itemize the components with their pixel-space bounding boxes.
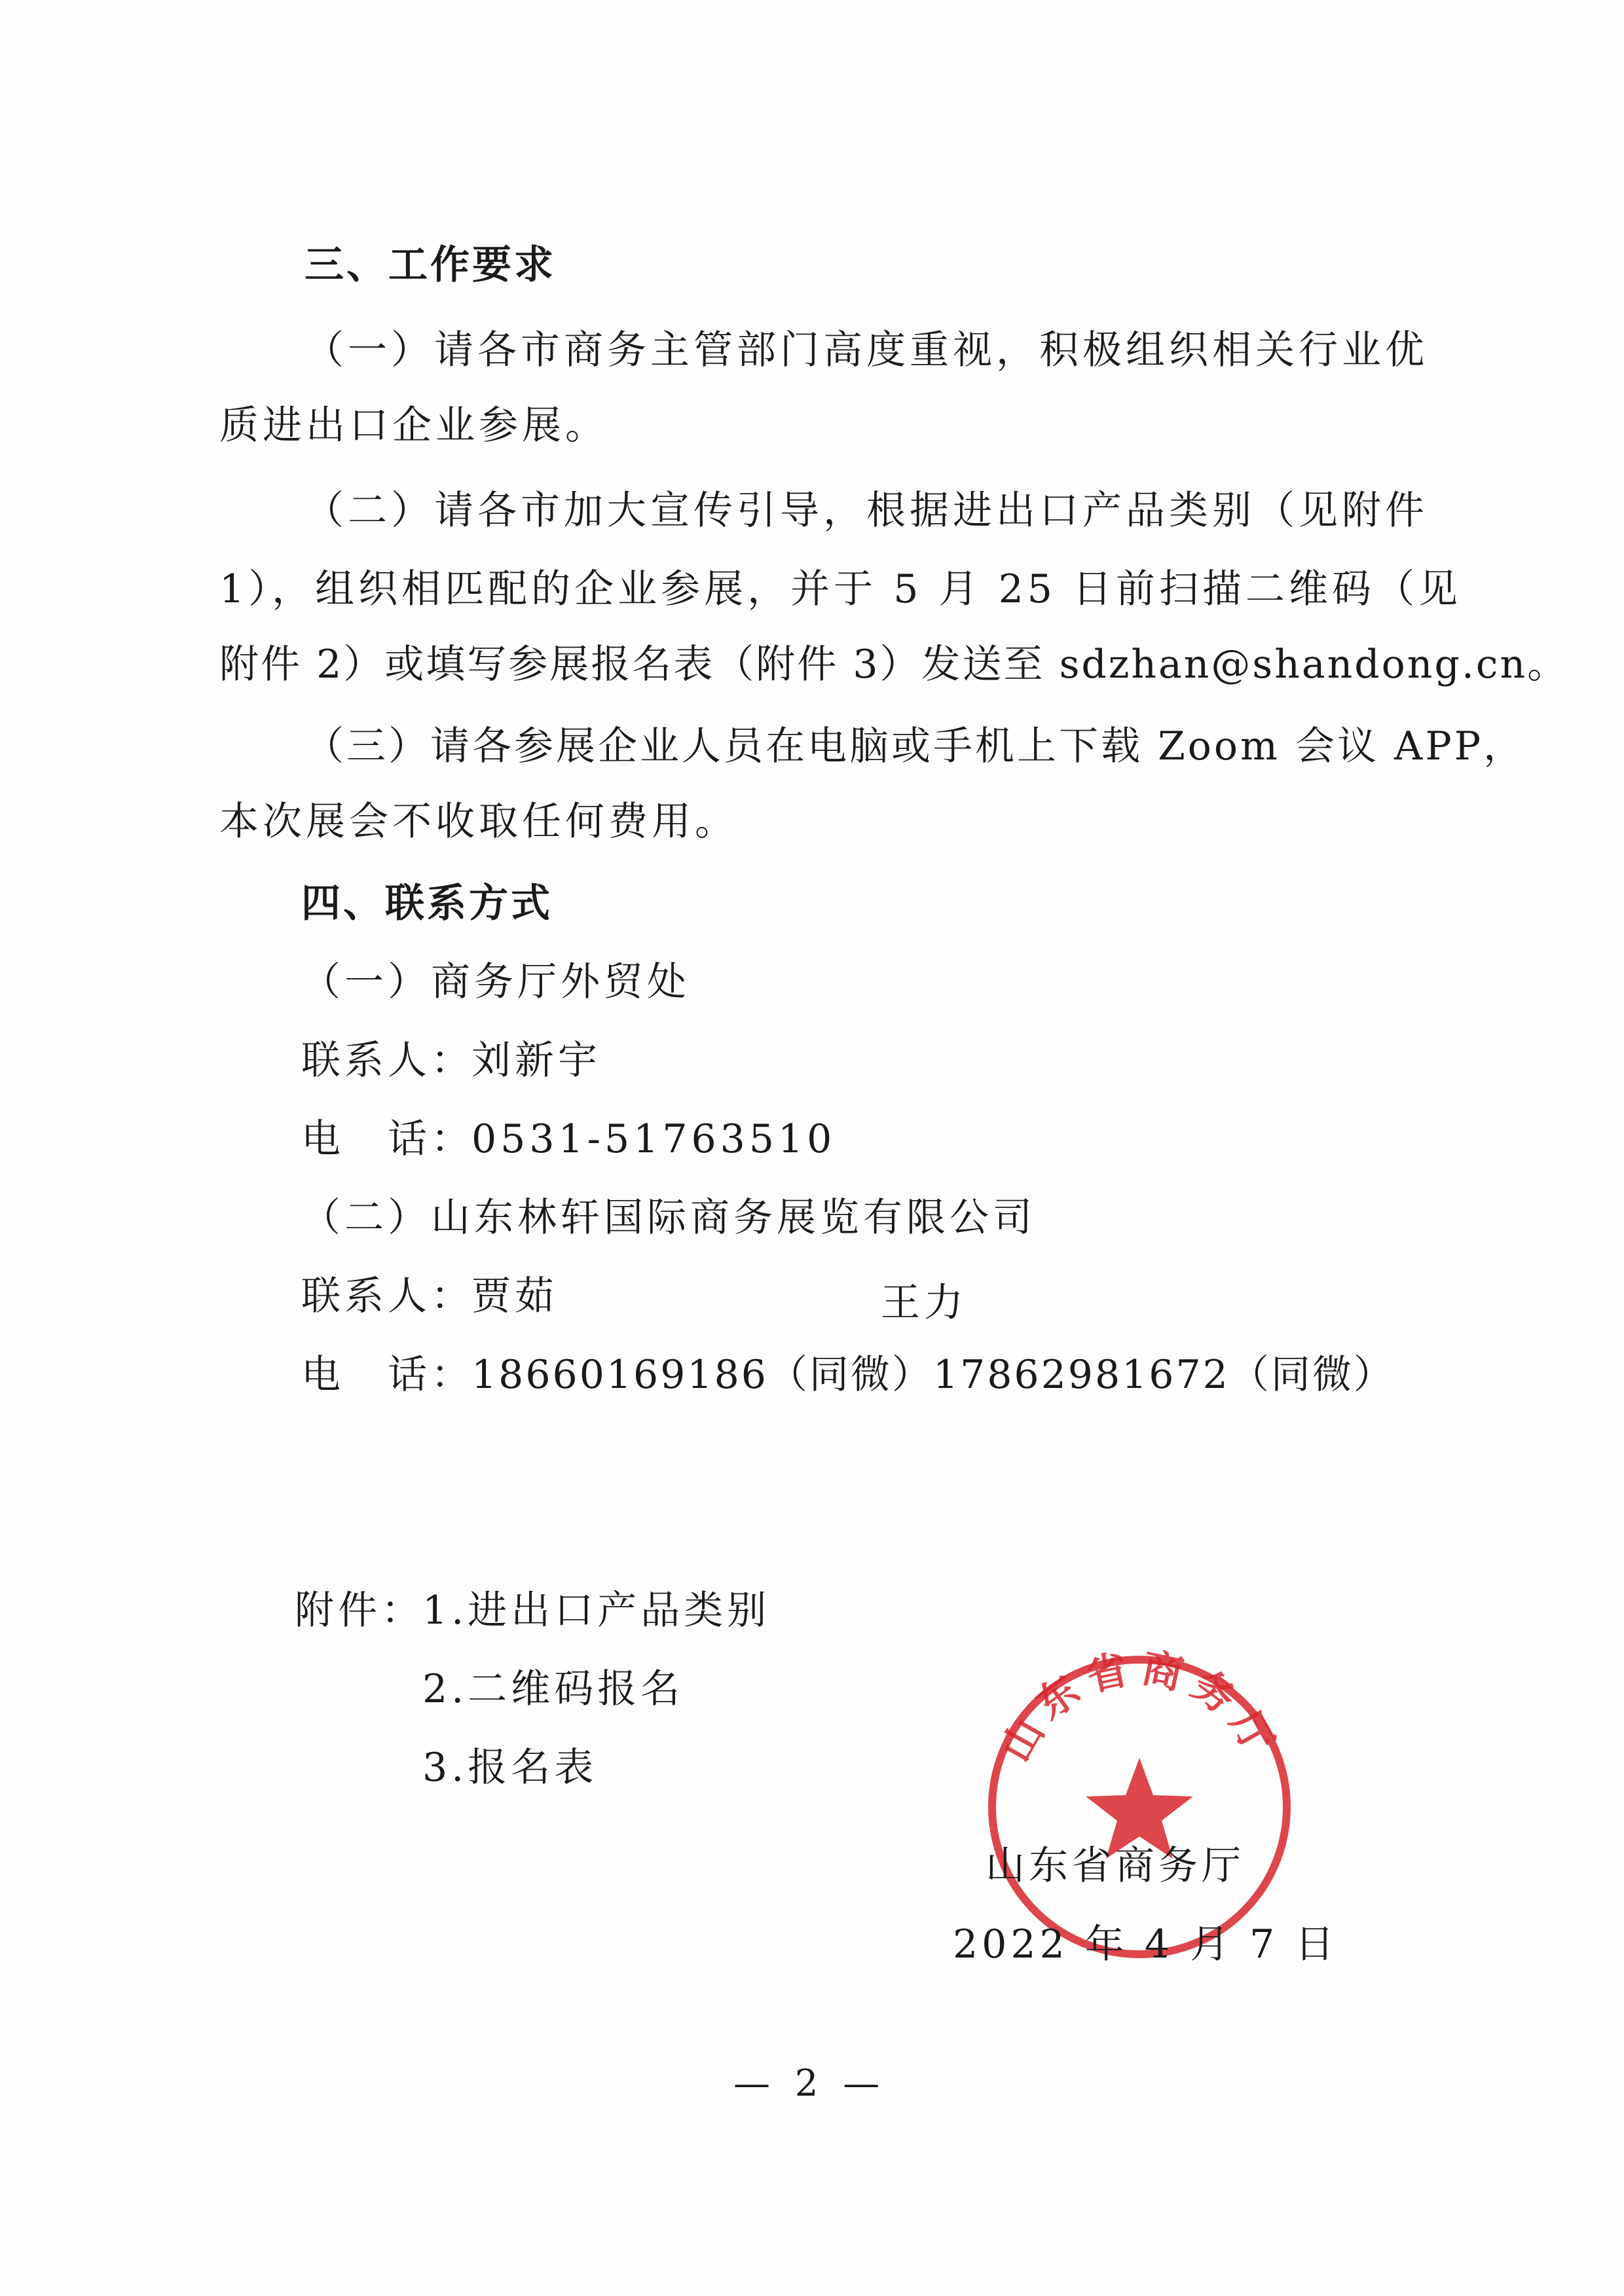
phone-1: 0531-51763510	[471, 1116, 836, 1162]
phone-1-label: 电 话：	[301, 1116, 474, 1162]
signature-date: 2022 年 4 月 7 日	[953, 1922, 1338, 1967]
contact-1-label: 联系人：	[301, 1038, 474, 1084]
section-3-paragraph-2-line-3: 附件 2）或填写参展报名表（附件 3）发送至 sdzhan@shandong.cn。	[219, 642, 1569, 687]
signature-org: 山东省商务厅	[986, 1843, 1245, 1889]
phone-2-label: 电 话：	[301, 1352, 474, 1398]
contact-org-1: （一）商务厅外贸处	[301, 959, 690, 1005]
section-3-paragraph-3-line-2: 本次展会不收取任何费用。	[219, 799, 738, 845]
section-3-heading: 三、工作要求	[304, 242, 556, 288]
contact-1-name: 刘新宇	[471, 1038, 601, 1084]
attachment-item: 1.进出口产品类别	[422, 1588, 771, 1633]
section-3-paragraph-1-line-1: （一）请各市商务主管部门高度重视，积极组织相关行业优	[304, 327, 1428, 373]
section-4-heading: 四、联系方式	[301, 881, 553, 926]
phone-2: 18660169186（同微）17862981672（同微）	[471, 1352, 1395, 1398]
section-3-paragraph-3-line-1: （三）请各参展企业人员在电脑或手机上下载 Zoom 会议 APP，	[304, 723, 1526, 769]
svg-text:山东省商务厅: 山东省商务厅	[991, 1643, 1287, 1770]
attachment-item: 2.二维码报名	[422, 1666, 684, 1712]
section-3-paragraph-2-line-2: 1），组织相匹配的企业参展，并于 5 月 25 日前扫描二维码（见	[219, 566, 1462, 612]
contact-2-name-a: 贾茹	[471, 1273, 558, 1319]
attachment-item: 3.报名表	[422, 1745, 598, 1791]
contact-2-label: 联系人：	[301, 1273, 474, 1319]
contact-2-name-b: 王力	[881, 1280, 967, 1326]
section-3-paragraph-1-line-2: 质进出口企业参展。	[219, 403, 608, 448]
page-number: — 2 —	[733, 2062, 887, 2105]
attachments-label: 附件：	[295, 1588, 424, 1633]
contact-org-2: （二）山东林轩国际商务展览有限公司	[301, 1195, 1036, 1241]
section-3-paragraph-2-line-1: （二）请各市加大宣传引导，根据进出口产品类别（见附件	[304, 488, 1428, 534]
